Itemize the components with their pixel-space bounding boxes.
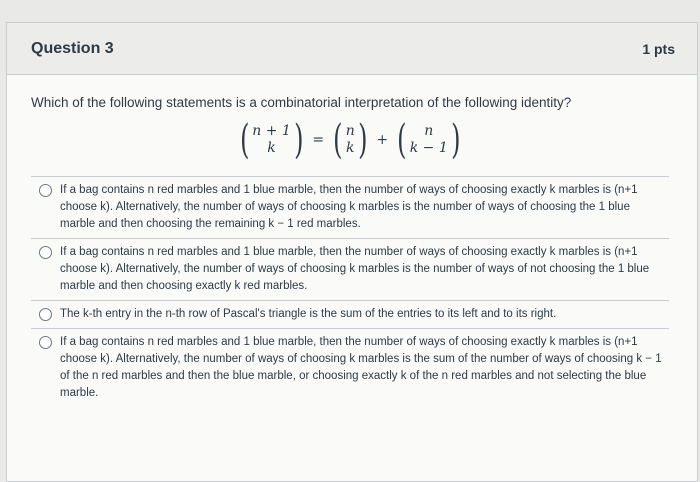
- binom-term2-top: n: [424, 123, 434, 140]
- answer-option-1[interactable]: [31, 176, 669, 238]
- binom-term1-bottom: k: [346, 140, 355, 156]
- question-points: 1 pts: [642, 40, 675, 57]
- answer-text: If a bag contains n red marbles and 1 blue marble, then the number of ways of choosing exactly k marbles is (n+1 choose k). Alternatively, the number of ways of choosing k marbles is the number of ways of choosing the 1 blue marble and then choosing the remaining k − 1 red marbles.: [60, 184, 638, 231]
- question-body: [7, 95, 697, 407]
- question-card: [6, 22, 698, 482]
- question-prompt: Which of the following statements is a combinatorial interpretation of the following identity?: [31, 95, 572, 110]
- binom-term2-bottom: k − 1: [409, 140, 448, 156]
- question-title: Question 3: [31, 39, 114, 57]
- binom-term2: ( n k − 1 ): [397, 117, 461, 163]
- binom-lhs-bottom: k: [267, 140, 276, 156]
- answer-option-4[interactable]: [31, 328, 669, 407]
- binom-lhs-top: n + 1: [252, 123, 291, 140]
- identity-formula: [31, 117, 669, 163]
- binom-term1: ( n k ): [333, 117, 368, 163]
- radio-button[interactable]: [39, 336, 52, 349]
- answer-option-2[interactable]: [31, 238, 669, 300]
- answer-option-3[interactable]: [31, 300, 669, 328]
- binom-term1-top: n: [345, 123, 355, 140]
- answer-text: If a bag contains n red marbles and 1 blue marble, then the number of ways of choosing exactly k marbles is (n+1 choose k). Alternatively, the number of ways of choosing k marbles is the number of ways of not choosing the 1 blue marble and then choosing exactly k red marbles.: [60, 246, 650, 293]
- equals-sign: =: [312, 132, 325, 148]
- binom-lhs: ( n + 1 k ): [239, 117, 304, 163]
- radio-button[interactable]: [39, 246, 52, 259]
- answer-text: The k-th entry in the n-th row of Pascal's triangle is the sum of the entries to its left and to its right.: [60, 308, 557, 321]
- radio-button[interactable]: [39, 184, 52, 197]
- answer-text: If a bag contains n red marbles and 1 blue marble, then the number of ways of choosing exactly k marbles is (n+1 choose k). Alternatively, the number of ways of choosing k marbles is the sum of the number of ways of choosing k − 1 of the n red marbles and then the blue marble, or choosing exactly k of the n red marbles and not selecting the blue marble.: [60, 336, 662, 400]
- plus-sign: +: [376, 132, 389, 148]
- answer-list: [31, 176, 669, 407]
- radio-button[interactable]: [39, 308, 52, 321]
- question-header: [7, 23, 697, 75]
